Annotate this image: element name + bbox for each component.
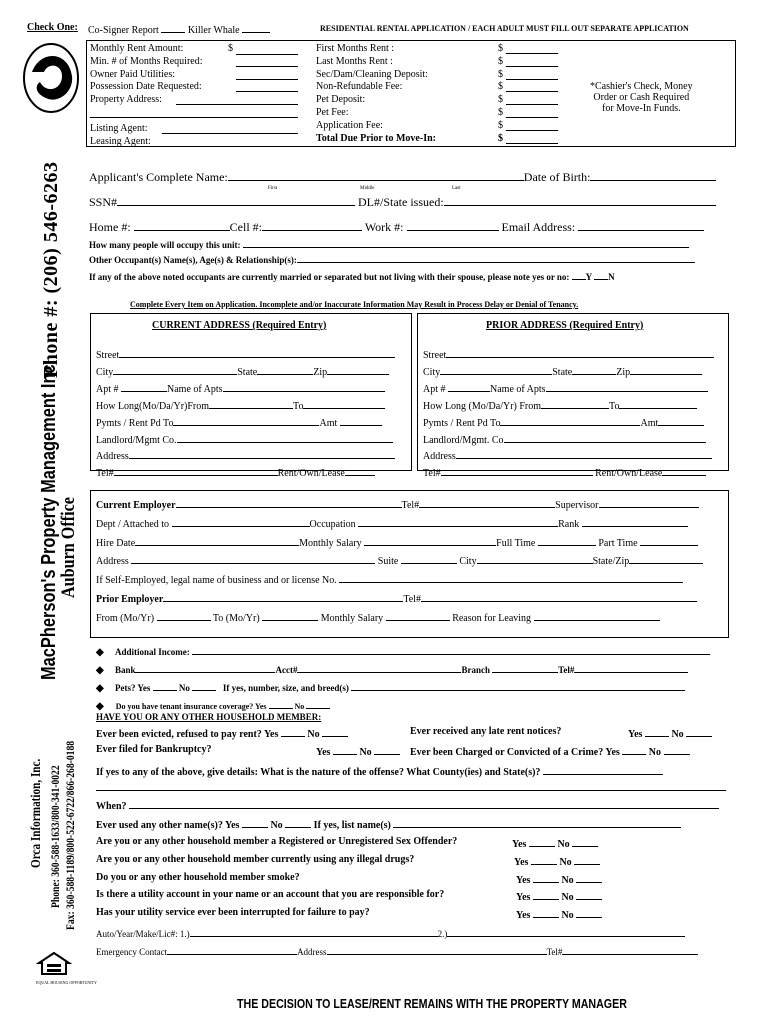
ssn-field[interactable]: SSN# DL#/State issued: — [89, 195, 716, 210]
evicted-question[interactable]: Ever been evicted, refused to pay rent? Yes No — [96, 726, 348, 740]
household-heading: HAVE YOU OR ANY OTHER HOUSEHOLD MEMBER: — [96, 712, 322, 722]
smoke-question: Do you or any other household member smoke? — [96, 872, 300, 883]
form-title: RESIDENTIAL RENTAL APPLICATION / EACH ADULT MUST FILL OUT SEPARATE APPLICATION — [320, 24, 689, 33]
pets-field[interactable]: ◆ Pets? Yes No If yes, number, size, and breed(s) — [96, 682, 685, 694]
min-months-field[interactable]: Min. # of Months Required: — [90, 56, 298, 69]
orca-name: Orca Information, Inc. — [29, 758, 44, 868]
rent-left-column — [90, 43, 298, 148]
deposit-field[interactable]: Sec/Dam/Cleaning Deposit: $ — [316, 69, 566, 82]
other-names-field[interactable]: Ever used any other name(s)? Yes No If yes, list name(s) — [96, 817, 681, 831]
details-field[interactable]: If yes to any of the above, give details: What is the nature of the offense? What County(ies) and State(s)? — [96, 764, 663, 778]
nonrefundable-fee-field[interactable]: Non-Refundable Fee: $ — [316, 81, 566, 94]
auto-field[interactable]: Auto/Year/Make/Lic#: 1.) 2.) — [96, 928, 685, 939]
utility-question: Is there a utility account in your name or an account that you are responsible for? — [96, 889, 445, 900]
leasing-agent-field[interactable]: Leasing Agent: — [90, 136, 298, 149]
smoke-answer[interactable]: Yes No — [516, 872, 602, 886]
late-notice-answer[interactable]: Yes No — [628, 726, 712, 740]
check-one-label: Check One: — [27, 22, 78, 33]
orca-phone: Phone: 360-588-1633/800-341-0022 — [48, 765, 62, 908]
sex-offender-question: Are you or any other household member a Registered or Unregistered Sex Offender? — [96, 836, 458, 847]
possession-date-field[interactable]: Possession Date Requested: — [90, 81, 298, 94]
bankruptcy-answer[interactable]: Yes No — [316, 744, 400, 758]
employer-fields[interactable]: Current Employer Tel# Supervisor Dept / Attached to Occupation Rank Hire Date Monthly Salary Full Time Part Time Address Suite City State/Zip If Self-Employed, legal name of business and or license No. Prior Employer Tel# From (Mo/Yr) To (Mo/Yr) Monthly Salary Reason for Leaving — [96, 497, 703, 629]
total-due-field[interactable]: Total Due Prior to Move-In: $ — [316, 133, 566, 146]
phone-number: Phone #: (206) 546-6263 — [40, 161, 62, 378]
last-month-field[interactable]: Last Months Rent : $ — [316, 56, 566, 69]
current-address-title: CURRENT ADDRESS (Required Entry) — [152, 320, 327, 331]
phone-fields[interactable]: Home #: Cell #: Work #: Email Address: — [89, 220, 704, 235]
office-name: Auburn Office — [58, 497, 79, 598]
completion-notice: Complete Every Item on Application. Incomplete and/or Inaccurate Information May Result in Process Delay or Denial of Tenancy. — [130, 300, 579, 309]
pet-deposit-field[interactable]: Pet Deposit: $ — [316, 94, 566, 107]
additional-income-field[interactable]: ◆ Additional Income: — [96, 646, 710, 658]
drugs-question: Are you or any other household member currently using any illegal drugs? — [96, 854, 415, 865]
interrupted-answer[interactable]: Yes No — [516, 907, 602, 921]
married-question[interactable]: If any of the above noted occupants are currently married or separated but not living with their spouse, please note yes or no: Y N — [89, 272, 615, 282]
first-month-field[interactable]: First Months Rent : $ — [316, 43, 566, 56]
rent-right-column — [316, 43, 566, 145]
utilities-field[interactable]: Owner Paid Utilities: — [90, 69, 298, 82]
equal-housing-icon: EQUAL HOUSING OPPORTUNITY — [36, 952, 72, 984]
first-label: First — [268, 186, 278, 191]
occupants-count-field[interactable]: How many people will occupy this unit: — [89, 239, 689, 250]
middle-label: Middle — [360, 186, 375, 191]
last-label: Last — [452, 186, 461, 191]
current-address-fields[interactable]: Street City State Zip Apt # Name of Apts How Long(Mo/Da/Yr)From To Pymts / Rent Pd To Amt Landlord/Mgmt Co. Address Tel# Rent/Own/Lease — [96, 347, 395, 482]
prior-address-fields[interactable]: Street City State Zip Apt # Name of Apts How Long (Mo/Da/Yr) From To Pymts / Rent Pd To Amt Landlord/Mgmt. Co Address Tel# Rent/Own/Lease — [423, 347, 714, 482]
monthly-rent-field[interactable]: Monthly Rent Amount: $ — [90, 43, 298, 56]
application-fee-field[interactable]: Application Fee: $ — [316, 120, 566, 133]
footer-decision: THE DECISION TO LEASE/RENT REMAINS WITH THE PROPERTY MANAGER — [237, 996, 627, 1011]
other-occupants-field[interactable]: Other Occupant(s) Name(s), Age(s) & Relationship(s): — [89, 254, 695, 265]
crime-question[interactable]: Ever been Charged or Convicted of a Crime? Yes No — [410, 744, 690, 758]
cosigner-option[interactable]: Co-Signer Report Killer Whale — [88, 22, 270, 36]
details-line[interactable] — [96, 790, 726, 791]
killer-whale-logo-icon — [22, 42, 80, 114]
drugs-answer[interactable]: Yes No — [514, 854, 600, 868]
company-name: MacPherson's Property Management Inc. — [38, 359, 60, 680]
utility-answer[interactable]: Yes No — [516, 889, 602, 903]
orca-fax: Fax: 360-588-1189/800-522-6722/866-268-0188 — [63, 740, 77, 930]
emergency-contact-field[interactable]: Emergency Contact Address Tel# — [96, 946, 698, 957]
cashier-note: *Cashier's Check, Money Order or Cash Required for Move-In Funds. — [590, 81, 693, 114]
insurance-field[interactable]: ◆ Do you have tenant insurance coverage? Yes No — [96, 700, 330, 712]
property-address-field[interactable]: Property Address: — [90, 94, 298, 107]
pet-fee-field[interactable]: Pet Fee: $ — [316, 107, 566, 120]
prior-address-title: PRIOR ADDRESS (Required Entry) — [486, 320, 644, 331]
late-notice-question[interactable]: Ever received any late rent notices? — [410, 726, 562, 737]
interrupted-question: Has your utility service ever been interrupted for failure to pay? — [96, 907, 370, 918]
bank-field[interactable]: ◆ Bank Acct# Branch Tel# — [96, 664, 688, 676]
listing-agent-field[interactable]: Listing Agent: — [90, 123, 298, 136]
sex-offender-answer[interactable]: Yes No — [512, 836, 598, 850]
when-field[interactable]: When? — [96, 798, 719, 812]
applicant-name-field[interactable]: Applicant's Complete Name: Date of Birth: — [89, 170, 716, 185]
bankruptcy-question[interactable]: Ever filed for Bankruptcy? — [96, 744, 212, 755]
